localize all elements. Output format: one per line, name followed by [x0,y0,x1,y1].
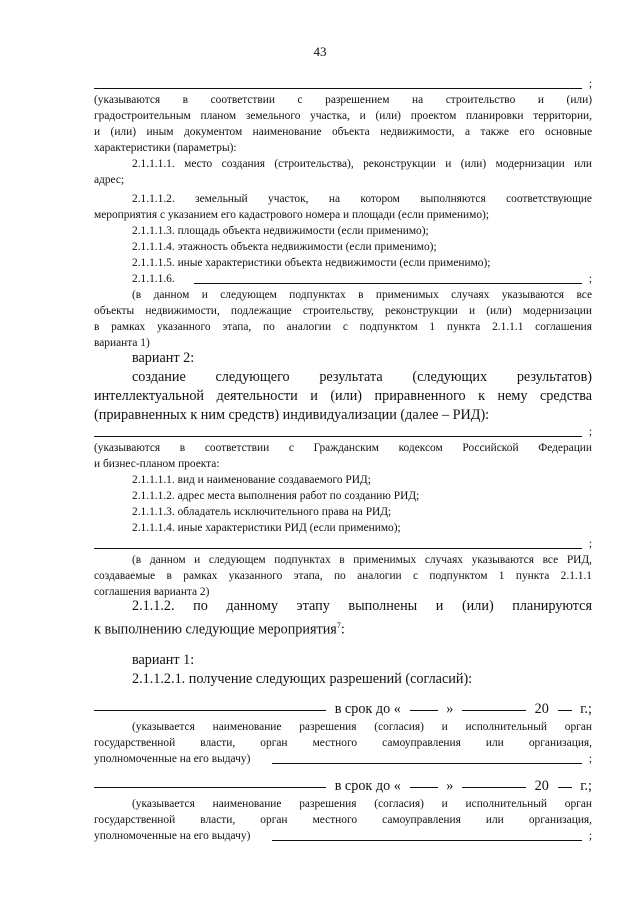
list-item: 2.1.1.1.4. этажность объекта недвижимости (если применимо); [132,241,437,253]
list-item: 2.1.1.1.6. ; [132,273,592,285]
body-text: интеллектуальной деятельности и (или) приравненного к нему средства [94,388,592,404]
top-block [94,76,592,351]
note-text: государственной власти, орган местного самоуправления или организация, [94,814,592,826]
variant-2-block [94,349,592,425]
note-text: и бизнес-планом проекта: [94,458,220,470]
list-item: 2.1.1.1.3. обладатель исключительного права на РИД; [132,506,392,518]
note-text: объекты недвижимости, подлежащие строительству, реконструкции и (или) модернизации [94,305,592,317]
note-text: (указываются в соответствии с разрешением на строительство и (или) [94,94,592,106]
list-item: 2.1.1.1.3. площадь объекта недвижимости (если применимо); [132,225,429,237]
year-field[interactable] [558,699,572,711]
permit-entry [94,699,592,767]
variant-1-block [94,651,592,689]
body-text: создание следующего результата (следующих результатов) [132,369,592,385]
fill-line: ; [94,536,592,552]
permit-name-field[interactable] [94,776,326,788]
note-text: соглашения варианта 2) [94,586,210,598]
note-text: градостроительным планом земельного участка, и (или) проектом планировки территории, [94,110,592,122]
note-text: уполномоченные на его выдачу) ; [94,830,592,842]
day-field[interactable] [410,776,438,788]
fill-line: ; [94,424,592,440]
note-text: (указывается наименование разрешения (согласия) и исполнительный орган [132,721,592,733]
month-field[interactable] [462,776,526,788]
note-text: и (или) иным документом наименование объекта недвижимости, а также его основные [94,126,592,138]
note-text: (указывается наименование разрешения (согласия) и исполнительный орган [132,798,592,810]
note-text: в рамках указанного этапа, по аналогии с подпунктом 1 пункта 2.1.1.1 соглашения [94,321,592,333]
body-text: (приравненных к ним средств) индивидуализации (далее – РИД): [94,407,490,423]
list-item: 2.1.1.1.1. вид и наименование создаваемого РИД; [132,474,371,486]
list-item: 2.1.1.2.1. получение следующих разрешений (согласий): [132,671,473,687]
permit-line: в срок до « » 20 г.; [94,699,592,719]
fill-line: ; [94,76,592,92]
variant-2-details [94,424,592,600]
list-item: 2.1.1.1.2. земельный участок, на котором выполняются соответствующие [132,193,592,205]
note-text: государственной власти, орган местного самоуправления или организация, [94,737,592,749]
permit-line: в срок до « » 20 г.; [94,776,592,796]
section-heading: вариант 1: [132,652,195,668]
list-item: мероприятия с указанием его кадастрового номера и площади (если применимо); [94,209,490,221]
note-text: (указываются в соответствии с Гражданским кодексом Российской Федерации [94,442,592,454]
note-text: (в данном и следующем подпунктах в применимых случаях указываются все [132,289,592,301]
list-item: адрес; [94,174,125,186]
list-item: 2.1.1.1.5. иные характеристики объекта недвижимости (если применимо); [132,257,491,269]
note-text: уполномоченные на его выдачу) ; [94,753,592,765]
permit-name-field[interactable] [94,699,326,711]
note-text: варианта 1) [94,337,150,349]
note-text: характеристики (параметры): [94,142,237,154]
list-item: 2.1.1.1.1. место создания (строительства), реконструкции и (или) модернизации или [132,158,592,170]
note-text: создаваемые в рамках указанного этапа, по аналогии с подпунктом 1 пункта 2.1.1.1 [94,570,592,582]
body-text: 2.1.1.2. по данному этапу выполнены и (или) планируются [132,598,592,614]
section-2112 [94,597,592,640]
year-field[interactable] [558,776,572,788]
body-text: к выполнению следующие мероприятия$^7$: [94,621,345,638]
page-number: 43 [313,44,327,59]
permit-entry [94,776,592,844]
section-heading: вариант 2: [132,350,195,366]
day-field[interactable] [410,699,438,711]
month-field[interactable] [462,699,526,711]
footnote-ref[interactable]: 7 [336,621,341,630]
list-item: 2.1.1.1.4. иные характеристики РИД (если применимо); [132,522,401,534]
list-item: 2.1.1.1.2. адрес места выполнения работ по созданию РИД; [132,490,420,502]
note-text: (в данном и следующем подпунктах в применимых случаях указываются все РИД, [132,554,592,566]
